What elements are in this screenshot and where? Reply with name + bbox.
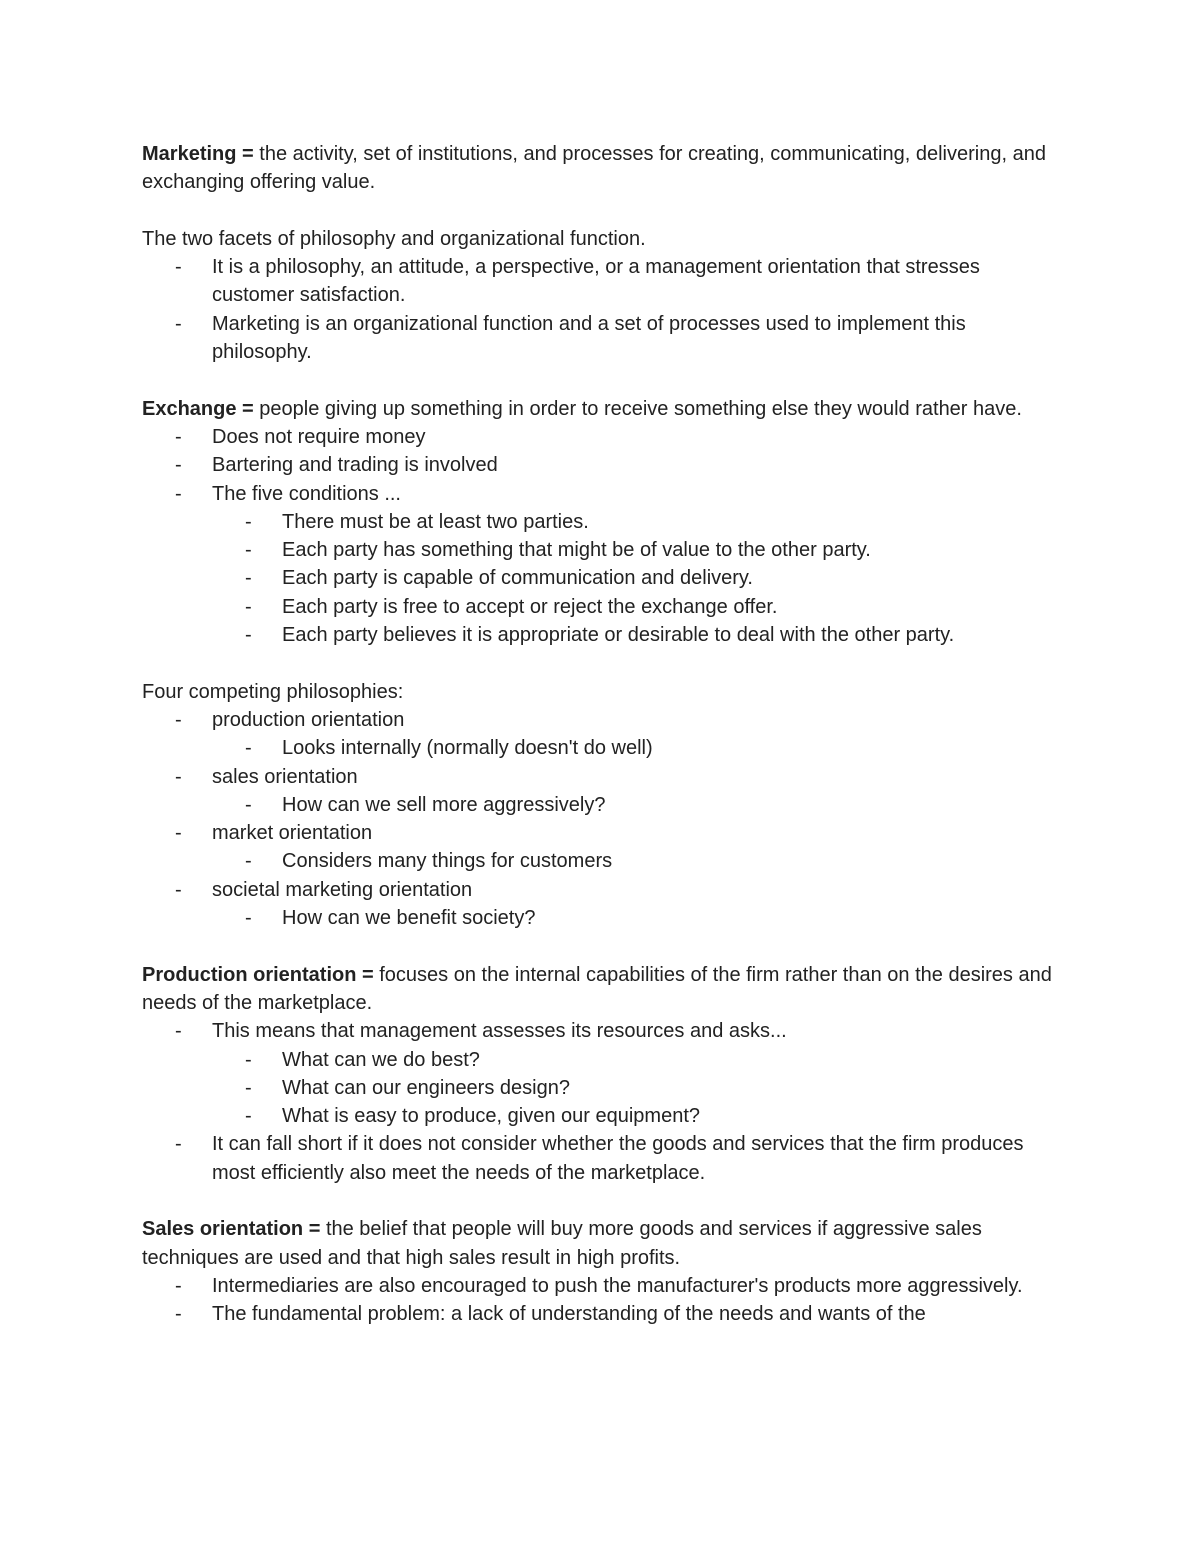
list-item: - production orientation - Looks internally (normally doesn't do well) [142, 706, 1062, 763]
term-label: Exchange = [142, 397, 254, 420]
dash-bullet: - [175, 256, 182, 279]
bullet-list [142, 1017, 1062, 1187]
sub-list-item: - Looks internally (normally doesn't do well) [212, 734, 1062, 762]
sub-list-item: - What is easy to produce, given our equipment? [212, 1102, 1062, 1130]
dash-bullet: - [175, 425, 182, 448]
sub-bullet-list [212, 1046, 1062, 1131]
definition-text: people giving up something in order to receive something else they would rather have. [253, 397, 1022, 420]
definition-text: the belief that people will buy more goods and services if aggressive sales techniques are used and that high sales result in high profits. [142, 1218, 982, 1269]
sub-bullet-list [212, 734, 1062, 762]
definition-sales-orientation [142, 1215, 1062, 1272]
definition-exchange [142, 395, 1062, 423]
dash-bullet: - [175, 878, 182, 901]
term-label: Marketing = [142, 143, 254, 165]
paragraph-gap [142, 649, 1062, 677]
term-label: Production orientation = [142, 963, 374, 986]
dash-bullet: - [175, 1020, 182, 1043]
dash-bullet: - [175, 1274, 182, 1297]
sub-list-item: - Each party believes it is appropriate or desirable to deal with the other party. [212, 621, 1062, 649]
list-item: - Bartering and trading is involved [142, 451, 1062, 479]
definition-text: focuses on the internal capabilities of the firm rather than on the desires and needs of the marketplace. [142, 963, 1052, 1014]
dash-bullet: - [245, 595, 252, 618]
list-item: - This means that management assesses its resources and asks... - What can we do best? - What can our engineers design? - What is easy to produce, given our equipment? [142, 1017, 1062, 1130]
sub-list-item: - Each party is capable of communication and delivery. [212, 564, 1062, 592]
sub-list-item: - How can we benefit society? [212, 904, 1062, 932]
list-item: - Intermediaries are also encouraged to push the manufacturer's products more aggressively. [142, 1272, 1062, 1300]
bullet-list [142, 423, 1062, 649]
dash-bullet: - [245, 1076, 252, 1099]
paragraph-two-facets: The two facets of philosophy and organizational function. [142, 227, 646, 250]
sub-bullet-list [212, 508, 1062, 649]
list-item: - market orientation - Considers many things for customers [142, 819, 1062, 876]
dash-bullet: - [175, 1133, 182, 1156]
dash-bullet: - [245, 539, 252, 562]
paragraph-gap [142, 366, 1062, 394]
term-label: Sales orientation = [142, 1218, 321, 1241]
list-item: - Does not require money [142, 423, 1062, 451]
dash-bullet: - [175, 822, 182, 845]
dash-bullet: - [175, 708, 182, 731]
list-item: - The five conditions ... - There must be at least two parties. - Each party has something that might be of value to the other party. - Each party is capable of communication and delivery. - Each party is free to accept or reject the exchange offer. - Each party believes it is appropriate or desirable to deal with the other party. [142, 480, 1062, 650]
paragraph-gap [142, 1187, 1062, 1215]
sub-list-item: - How can we sell more aggressively? [212, 791, 1062, 819]
list-item: - The fundamental problem: a lack of understanding of the needs and wants of the [142, 1300, 1062, 1328]
dash-bullet: - [245, 1048, 252, 1071]
sub-list-item: - Each party has something that might be of value to the other party. [212, 536, 1062, 564]
sub-bullet-list [212, 791, 1062, 819]
sub-list-item: - Considers many things for customers [212, 847, 1062, 875]
sub-list-item: - Each party is free to accept or reject the exchange offer. [212, 593, 1062, 621]
dash-bullet: - [245, 793, 252, 816]
definition-marketing [142, 140, 1062, 197]
dash-bullet: - [175, 1303, 182, 1326]
definition-production-orientation [142, 961, 1062, 1018]
list-item: - Marketing is an organizational function and a set of processes used to implement this philosophy. [142, 310, 1062, 367]
sub-list-item: - There must be at least two parties. [212, 508, 1062, 536]
sub-list-item: - What can we do best? [212, 1046, 1062, 1074]
dash-bullet: - [175, 765, 182, 788]
list-item: - sales orientation - How can we sell more aggressively? [142, 763, 1062, 820]
sub-bullet-list [212, 904, 1062, 932]
bullet-list [142, 253, 1062, 366]
dash-bullet: - [245, 737, 252, 760]
sub-bullet-list [212, 847, 1062, 875]
dash-bullet: - [245, 567, 252, 590]
dash-bullet: - [245, 907, 252, 930]
dash-bullet: - [245, 1105, 252, 1128]
list-item: - societal marketing orientation - How can we benefit society? [142, 876, 1062, 933]
dash-bullet: - [175, 482, 182, 505]
list-item: - It is a philosophy, an attitude, a perspective, or a management orientation that stresses customer satisfaction. [142, 253, 1062, 310]
dash-bullet: - [245, 624, 252, 647]
paragraph-gap [142, 932, 1062, 960]
bullet-list [142, 1272, 1062, 1329]
dash-bullet: - [245, 850, 252, 873]
dash-bullet: - [175, 312, 182, 335]
dash-bullet: - [175, 454, 182, 477]
paragraph-four-philosophies: Four competing philosophies: [142, 680, 404, 703]
list-item: - It can fall short if it does not consider whether the goods and services that the firm produces most efficiently also meet the needs of the marketplace. [142, 1130, 1062, 1187]
dash-bullet: - [245, 510, 252, 533]
definition-text: the activity, set of institutions, and processes for creating, communicating, delivering, and exchanging offering value. [142, 143, 1046, 194]
paragraph-gap [142, 197, 1062, 225]
document-page [142, 140, 1062, 1328]
sub-list-item: - What can our engineers design? [212, 1074, 1062, 1102]
bullet-list [142, 706, 1062, 932]
